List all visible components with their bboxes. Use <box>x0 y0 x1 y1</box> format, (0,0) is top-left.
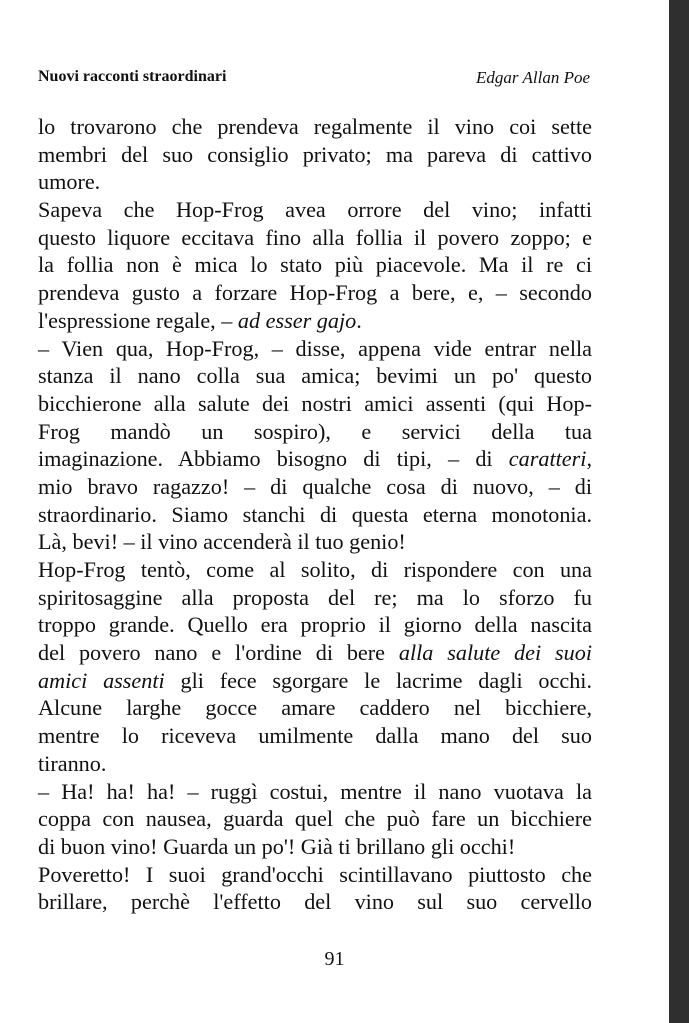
text-line <box>38 168 592 196</box>
text-run: Sapeva che Hop-Frog avea orrore del vino; infatti <box>38 197 592 223</box>
page-edge-shadow <box>669 0 689 1023</box>
text-run: bicchierone alla salute dei nostri amici assenti (qui Hop- <box>38 390 592 416</box>
text-line <box>38 805 592 833</box>
text-run: questo liquore eccitava fino alla follia il povero zoppo; e <box>38 224 592 250</box>
text-run: Alcune larghe gocce amare caddero nel bicchiere, <box>38 695 592 721</box>
italic-text-run: ad esser gajo <box>237 307 357 333</box>
text-run: Poveretto! I suoi grand'occhi scintillavano piuttosto che <box>38 861 592 887</box>
text-line <box>38 390 592 418</box>
text-line <box>38 113 592 141</box>
text-line <box>38 639 592 667</box>
author-name: Edgar Allan Poe <box>476 68 590 87</box>
text-run: – Ha! ha! ha! – ruggì costui, mentre il nano vuotava la <box>38 778 592 804</box>
text-run: gli fece sgorgare le lacrime dagli occhi. <box>164 667 592 693</box>
running-header <box>38 68 590 92</box>
text-run: Là, bevi! – il vino accenderà il tuo genio! <box>38 529 406 555</box>
text-line <box>38 528 592 556</box>
text-line <box>38 888 592 916</box>
text-run: spiritosaggine alla proposta del re; ma lo sforzo fu <box>38 584 592 610</box>
text-line <box>38 418 592 446</box>
text-line <box>38 750 592 778</box>
text-line <box>38 251 592 279</box>
text-line <box>38 861 592 889</box>
text-line <box>38 833 592 861</box>
text-line <box>38 362 592 390</box>
text-line <box>38 307 592 335</box>
italic-text-run: amici assenti <box>38 667 165 693</box>
text-line <box>38 473 592 501</box>
text-line <box>38 196 592 224</box>
text-run: straordinario. Siamo stanchi di questa eterna monotonia. <box>38 501 592 527</box>
text-run: troppo grande. Quello era proprio il giorno della nascita <box>38 612 592 638</box>
italic-text-run: alla salute dei suoi <box>398 640 592 666</box>
text-run: umore. <box>38 169 101 195</box>
text-run: lo trovarono che prendeva regalmente il vino coi sette <box>38 114 592 139</box>
text-line <box>38 279 592 307</box>
text-run: prendeva gusto a forzare Hop-Frog a bere, e, – secondo <box>38 280 592 306</box>
text-run: imaginazione. Abbiamo bisogno di tipi, – di <box>38 446 509 472</box>
text-run: . <box>356 307 362 333</box>
text-line <box>38 667 592 695</box>
text-run: Hop-Frog tentò, come al solito, di rispondere con una <box>38 557 592 582</box>
text-run: l'espressione regale, – <box>38 307 238 333</box>
text-line <box>38 722 592 750</box>
text-run: , <box>586 446 592 472</box>
text-line <box>38 445 592 473</box>
text-line <box>38 335 592 363</box>
body-text <box>38 113 592 916</box>
text-line <box>38 778 592 806</box>
text-line <box>38 224 592 252</box>
text-run: di buon vino! Guarda un po'! Già ti brillano gli occhi! <box>38 833 516 859</box>
book-title: Nuovi racconti straordinari <box>38 68 227 85</box>
text-run: tiranno. <box>38 750 107 776</box>
text-run: brillare, perchè l'effetto del vino sul suo cervello <box>38 889 592 915</box>
text-run: Frog mandò un sospiro), e servici della tua <box>38 418 592 444</box>
text-run: stanza il nano colla sua amica; bevimi un po' questo <box>38 363 592 389</box>
text-line <box>38 501 592 529</box>
text-line <box>38 611 592 639</box>
text-run: membri del suo consiglio privato; ma pareva di cattivo <box>38 141 592 167</box>
text-run: del povero nano e l'ordine di bere <box>38 640 399 666</box>
text-run: mentre lo riceveva umilmente dalla mano del suo <box>38 723 592 749</box>
italic-text-run: caratteri <box>508 446 587 472</box>
text-run: coppa con nausea, guarda quel che può fare un bicchiere <box>38 806 592 832</box>
text-line <box>38 584 592 612</box>
page-number: 91 <box>324 948 345 970</box>
text-line <box>38 556 592 584</box>
text-line <box>38 141 592 169</box>
text-run: la follia non è mica lo stato più piacevole. Ma il re ci <box>38 252 592 278</box>
text-line <box>38 694 592 722</box>
text-run: mio bravo ragazzo! – di qualche cosa di nuovo, – di <box>38 473 592 499</box>
text-run: – Vien qua, Hop-Frog, – disse, appena vide entrar nella <box>38 335 592 361</box>
